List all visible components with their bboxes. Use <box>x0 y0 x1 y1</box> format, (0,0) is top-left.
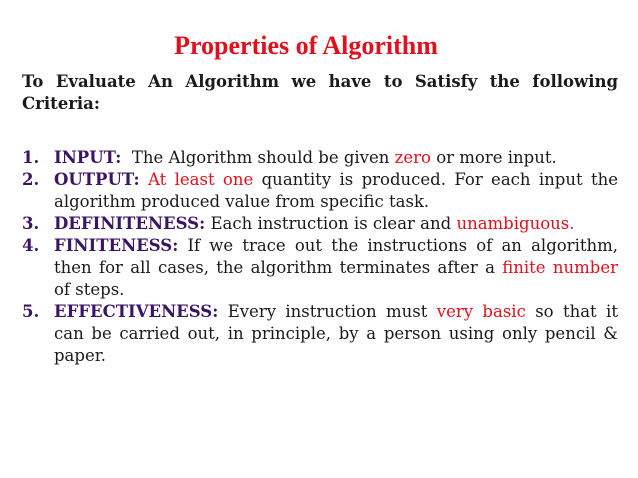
property-effectiveness <box>22 301 618 367</box>
highlight-text: finite number <box>502 258 618 277</box>
property-output <box>22 169 618 213</box>
property-input <box>22 147 618 169</box>
property-text: so that it can be carried out, in principle, by a person using only pencil & paper. <box>54 302 618 365</box>
property-text: The Algorithm should be given <box>131 148 390 167</box>
properties-list <box>22 147 618 367</box>
property-term: DEFINITENESS: <box>54 214 206 233</box>
property-term: OUTPUT: <box>54 170 140 189</box>
highlight-text: At least one <box>147 170 254 189</box>
property-text: If we trace out the instructions of an algorithm, then for all cases, the algorithm terminates after a <box>54 236 618 277</box>
property-text: quantity is produced. For each input the algorithm produced value from specific task. <box>54 170 618 211</box>
list-number: 5. <box>22 302 40 321</box>
intro-text: To Evaluate An Algorithm we have to Satisfy the following Criteria: <box>22 72 618 113</box>
highlight-text: very basic <box>436 302 526 321</box>
property-text: or more input. <box>436 148 557 167</box>
property-definiteness <box>22 213 618 235</box>
list-number: 3. <box>22 214 40 233</box>
list-number: 4. <box>22 236 40 255</box>
property-text: Every instruction must <box>227 302 428 321</box>
property-term: FINITENESS: <box>54 236 179 255</box>
property-finiteness <box>22 235 618 301</box>
highlight-text: unambiguous. <box>456 214 575 233</box>
property-term: EFFECTIVENESS: <box>54 302 219 321</box>
list-number: 1. <box>22 148 40 167</box>
property-term: INPUT: <box>54 148 122 167</box>
slide-title: Properties of Algorithm <box>174 31 438 60</box>
property-text: Each instruction is clear and <box>210 214 452 233</box>
property-text: of steps. <box>54 280 125 299</box>
highlight-text: zero <box>394 148 431 167</box>
list-number: 2. <box>22 170 40 189</box>
